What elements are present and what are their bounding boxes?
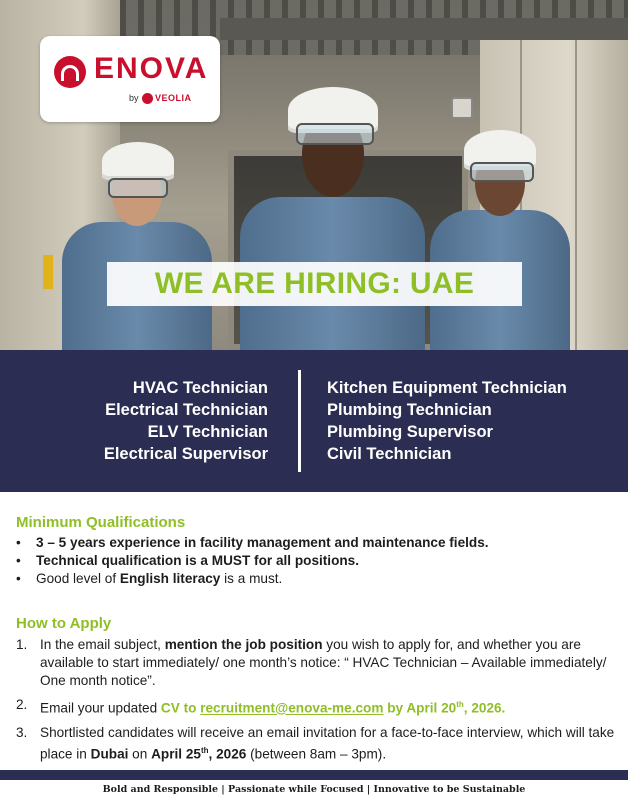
apply-steps [16, 636, 616, 769]
qualifications-title: Minimum Qualifications [16, 514, 186, 531]
position-item: Kitchen Equipment Technician [327, 379, 567, 397]
position-item: Civil Technician [327, 445, 452, 463]
apply-step: 1. In the email subject, mention the job position you wish to apply for, and whether you are available to start immediately/ one month’s notice: “ HVAC Technician – Available immediately/ One month notice”. [16, 637, 607, 688]
enova-mark-icon [54, 56, 86, 88]
hiring-banner [107, 262, 522, 306]
qualification-item: • Good level of English literacy is a must. [16, 570, 616, 588]
apply-title: How to Apply [16, 615, 112, 632]
helmet-icon [102, 142, 174, 180]
positions-right-column [327, 377, 567, 465]
ceiling-duct [220, 18, 628, 40]
position-item: ELV Technician [147, 423, 268, 441]
footer-values: Bold and Responsible | Passionate while Focused | Innovative to be Sustainable [102, 784, 526, 795]
column-divider [298, 370, 301, 472]
worker-center [240, 85, 425, 350]
positions-band [0, 350, 628, 492]
positions-left-column [104, 377, 268, 465]
veolia-mark-icon [142, 93, 153, 104]
apply-step: 3. Shortlisted candidates will receive an email invitation for a face-to-face interview, which will take place in Dubai on April 25th, 2026 (between 8am – 3pm). [16, 724, 615, 762]
position-item: Electrical Technician [105, 401, 268, 419]
logo-veolia: VEOLIA [155, 93, 192, 103]
enova-logo [40, 36, 220, 122]
footer-bar [0, 770, 628, 780]
position-item: Plumbing Supervisor [327, 423, 493, 441]
qualification-item: • 3 – 5 years experience in facility management and maintenance fields. [16, 534, 616, 552]
logo-wordmark: ENOVA [94, 52, 209, 85]
safety-sign [43, 255, 53, 289]
hiring-headline: WE ARE HIRING: UAE [154, 267, 475, 300]
position-item: HVAC Technician [132, 379, 268, 397]
email-link[interactable]: recruitment@enova-me.com [200, 700, 384, 716]
qualifications-list [16, 534, 616, 588]
alarm-box [451, 97, 473, 119]
position-item: Electrical Supervisor [103, 445, 268, 463]
position-item: Plumbing Technician [327, 401, 492, 419]
worker-left [62, 140, 212, 350]
worker-right [430, 128, 570, 350]
qualification-item: • Technical qualification is a MUST for all positions. [16, 552, 616, 570]
hero-photo [0, 0, 628, 350]
apply-step: 2. Email your updated CV to recruitment@enova-me.com by April 20th, 2026. [16, 697, 506, 716]
logo-by: by [129, 93, 139, 103]
